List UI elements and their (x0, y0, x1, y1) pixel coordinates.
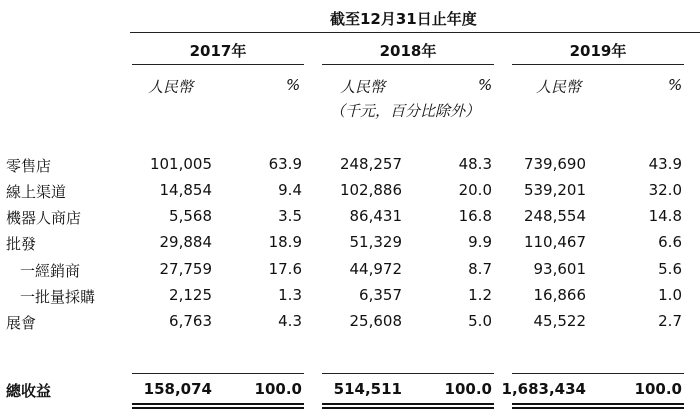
total-2019-rmb: 1,683,434 (501, 380, 586, 398)
total-2017-pct: 100.0 (254, 380, 302, 398)
year-rule-2019 (512, 64, 684, 65)
total-label: 總收益 (6, 382, 52, 400)
currency-2017: 人民幣 (148, 78, 194, 96)
currency-2018: 人民幣 (340, 78, 386, 96)
cell-2018-pct: 48.3 (458, 155, 492, 173)
cell-2018-rmb: 51,329 (349, 233, 402, 251)
cell-2018-rmb: 25,608 (349, 312, 402, 330)
cell-2017-rmb: 101,005 (149, 155, 212, 173)
cell-2017-pct: 3.5 (278, 207, 302, 225)
cell-2018-pct: 8.7 (468, 260, 492, 278)
cell-2017-rmb: 29,884 (159, 233, 212, 251)
cell-2018-rmb: 6,357 (359, 286, 402, 304)
cell-2019-pct: 2.7 (658, 312, 682, 330)
year-rule-2018 (322, 64, 494, 65)
cell-2018-rmb: 102,886 (339, 181, 402, 199)
total-2018-rmb: 514,511 (333, 380, 402, 398)
cell-2019-pct: 43.9 (648, 155, 682, 173)
cell-2017-pct: 63.9 (268, 155, 302, 173)
cell-2018-pct: 9.9 (468, 233, 492, 251)
row-label: 批發 (6, 235, 37, 253)
cell-2019-pct: 32.0 (648, 181, 682, 199)
unit-note: （千元，百分比除外） (330, 102, 481, 120)
cell-2019-rmb: 110,467 (523, 233, 586, 251)
cell-2019-pct: 5.6 (658, 260, 682, 278)
row-label: 機器人商店 (6, 209, 82, 227)
cell-2019-pct: 1.0 (658, 286, 682, 304)
row-label: 一批量採購 (20, 288, 96, 306)
total-2019-pct: 100.0 (634, 380, 682, 398)
cell-2019-rmb: 739,690 (523, 155, 586, 173)
total-double-rule-2017 (132, 403, 304, 409)
cell-2019-pct: 6.6 (658, 233, 682, 251)
year-2017: 2017年 (189, 42, 247, 60)
cell-2018-rmb: 44,972 (349, 260, 402, 278)
row-label: 零售店 (6, 157, 52, 175)
total-top-rule-2017 (132, 373, 304, 374)
total-2018-pct: 100.0 (444, 380, 492, 398)
cell-2017-rmb: 6,763 (169, 312, 212, 330)
pct-2018: % (478, 76, 493, 94)
cell-2018-pct: 20.0 (458, 181, 492, 199)
row-label: 展會 (6, 314, 37, 332)
cell-2018-rmb: 86,431 (349, 207, 402, 225)
total-top-rule-2019 (512, 373, 684, 374)
pct-2017: % (286, 76, 301, 94)
row-label: 一經銷商 (20, 262, 81, 280)
year-2019: 2019年 (569, 42, 627, 60)
year-rule-2017 (132, 64, 304, 65)
year-2018: 2018年 (379, 42, 437, 60)
total-top-rule-2018 (322, 373, 494, 374)
period-rule (130, 32, 700, 33)
total-double-rule-2019 (512, 403, 684, 409)
currency-2019: 人民幣 (536, 78, 582, 96)
period-header: 截至12月31日止年度 (330, 10, 477, 28)
pct-2019: % (668, 76, 683, 94)
cell-2017-pct: 4.3 (278, 312, 302, 330)
cell-2017-rmb: 14,854 (159, 181, 212, 199)
cell-2019-pct: 14.8 (648, 207, 682, 225)
cell-2018-pct: 1.2 (468, 286, 492, 304)
cell-2019-rmb: 16,866 (533, 286, 586, 304)
total-double-rule-2018 (322, 403, 494, 409)
cell-2017-pct: 1.3 (278, 286, 302, 304)
cell-2019-rmb: 45,522 (533, 312, 586, 330)
total-2017-rmb: 158,074 (143, 380, 212, 398)
cell-2017-pct: 9.4 (278, 181, 302, 199)
row-label: 線上渠道 (6, 183, 67, 201)
cell-2017-rmb: 5,568 (169, 207, 212, 225)
cell-2018-rmb: 248,257 (339, 155, 402, 173)
cell-2019-rmb: 248,554 (523, 207, 586, 225)
cell-2019-rmb: 93,601 (533, 260, 586, 278)
cell-2018-pct: 16.8 (458, 207, 492, 225)
cell-2017-pct: 17.6 (268, 260, 302, 278)
cell-2019-rmb: 539,201 (523, 181, 586, 199)
cell-2018-pct: 5.0 (468, 312, 492, 330)
cell-2017-rmb: 27,759 (159, 260, 212, 278)
cell-2017-pct: 18.9 (268, 233, 302, 251)
cell-2017-rmb: 2,125 (169, 286, 212, 304)
